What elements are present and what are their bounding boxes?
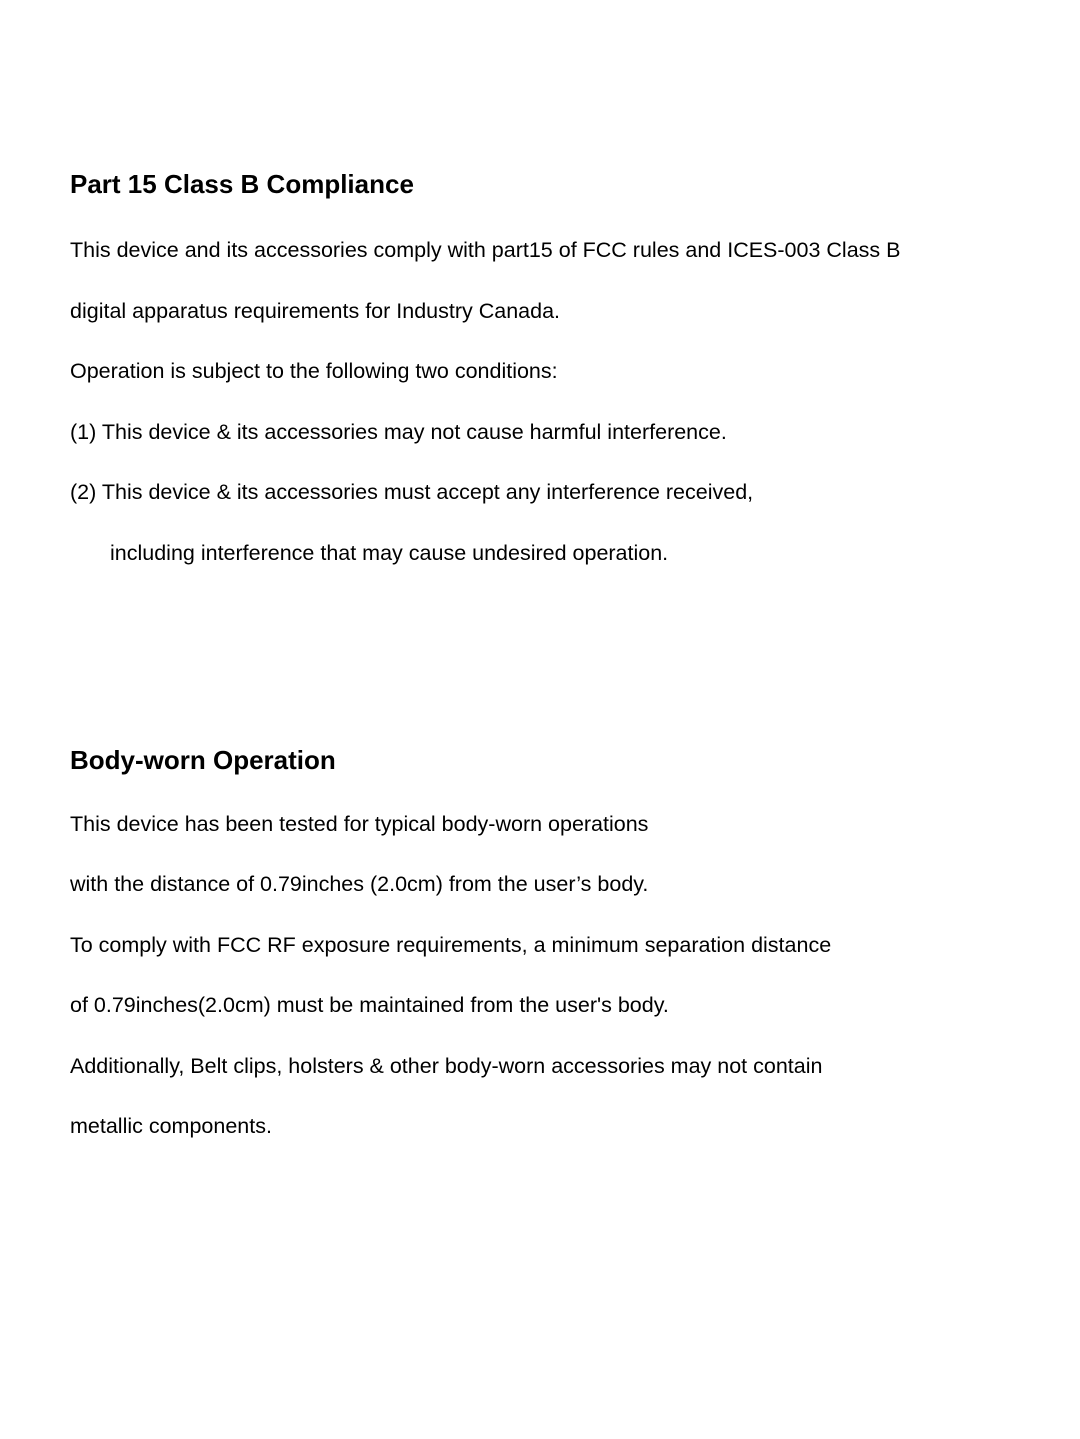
paragraph-line: To comply with FCC RF exposure requirements, a minimum separation distance xyxy=(70,933,832,957)
section-title: Part 15 Class B Compliance xyxy=(70,169,414,199)
paragraph-line: Operation is subject to the following two conditions: xyxy=(70,359,558,383)
section-title: Body-worn Operation xyxy=(70,745,336,775)
paragraph-line: This device and its accessories comply with part15 of FCC rules and ICES-003 Class B xyxy=(70,238,901,262)
condition-2: (2) This device & its accessories must accept any interference received, xyxy=(70,480,754,504)
paragraph-line: metallic components. xyxy=(70,1114,272,1138)
paragraph-line: This device has been tested for typical body-worn operations xyxy=(70,812,649,836)
paragraph-line: Additionally, Belt clips, holsters & other body-worn accessories may not contain xyxy=(70,1054,823,1078)
paragraph-line: with the distance of 0.79inches (2.0cm) from the user’s body. xyxy=(70,872,649,896)
paragraph-line: digital apparatus requirements for Industry Canada. xyxy=(70,299,560,323)
condition-1: (1) This device & its accessories may not cause harmful interference. xyxy=(70,420,727,444)
condition-2-continuation: including interference that may cause undesired operation. xyxy=(110,541,669,565)
paragraph-line: of 0.79inches(2.0cm) must be maintained from the user's body. xyxy=(70,993,669,1017)
